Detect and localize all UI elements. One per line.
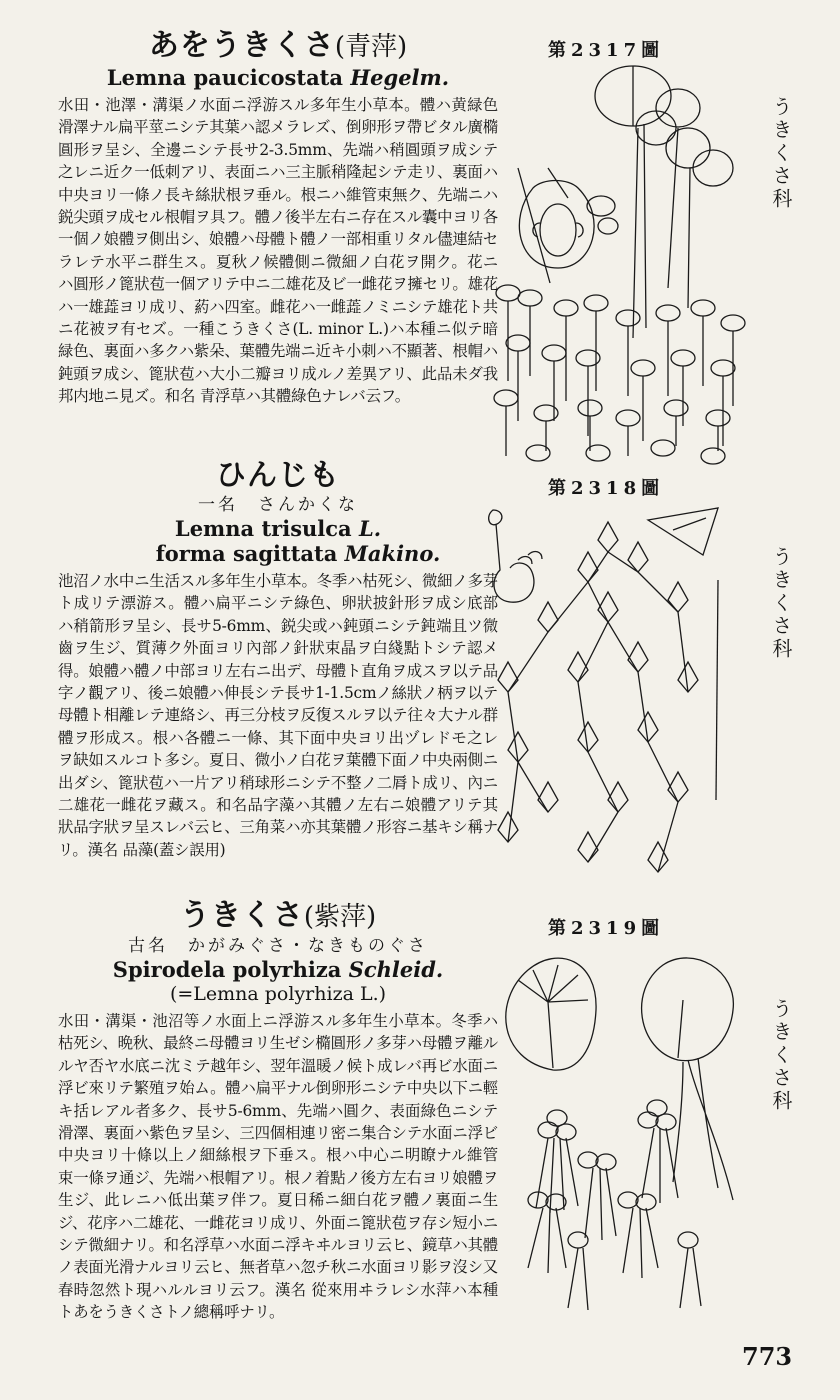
entry-ukikusa bbox=[58, 898, 498, 1324]
figure-title-2319: 第2319圖 bbox=[548, 918, 665, 939]
entry-heading bbox=[58, 898, 498, 935]
scientific-binomial: Lemna trisulca bbox=[174, 516, 352, 541]
entry-title-kanji: (紫萍) bbox=[303, 902, 377, 932]
entry-hinjimo bbox=[58, 458, 498, 861]
scientific-name bbox=[58, 516, 498, 541]
entry-description: 水田・池澤・溝渠ノ水面ニ浮游スル多年生小草本。體ハ黄緑色滑澤ナル扁平莖ニシテ其葉ハ認メラレズ、倒卵形ヲ帶ビタル廣橢圓形ヲ呈シ、全邊ニシテ長サ2-3.5mm、先端ハ稍圓頭ヲ成シテ之レニ近ク一低刺アリ、表面ニハ三主脈稍隆起シテ走リ、裏面ハ中央ヨリ一條ノ長キ絲狀根ヲ垂ル。根ニハ維管束無ク、先端ニハ鋭尖頭ヲ成セル根帽ヲ具フ。體ノ後半左右ニ存在スル囊中ヨリ各一個ノ娘體ヲ側出シ、娘體ハ母體ト體ノ一部相重リタル儘連結セラレテ水平ニ群生ス。夏秋ノ候體側ニ微細ノ白花ヲ開ク。花ニハ圓形ノ篦狀苞一個アリテ中ニ二雄花及ビ一雌花ヲ擁セリ。雄花ハ一雄蕋ヨリ成リ、葯ハ四室。雌花ハ一雌蕋ノミニシテ雄花ト共ニ花被ヲ有セズ。一種こうきくさ(L. minor L.)ハ本種ニ似テ暗緑色、裏面ハ多クハ紫朵、葉體先端ニ近キ小刺ハ不顯著、根帽ハ鈍頭ヲ成シ、篦狀苞ハ大小二瓣ヨリ成ルノ差異アリ、此品未ダ我邦内地ニ見ズ。和名 青浮草ハ其體綠色ナレバ云フ。 bbox=[58, 96, 498, 406]
scientific-form-author: Makino. bbox=[344, 541, 441, 566]
entry-description: 池沼ノ水中ニ生活スル多年生小草本。冬季ハ枯死シ、微細ノ多芽ト成リテ漂游ス。體ハ扁平ニシテ綠色、卵狀披針形ヲ成シ底部ハ稍箭形ヲ呈シ、長サ5-6mm、鋭尖或ハ鈍頭ニシテ鈍端且ツ微齒ヲ生ジ、質薄ク外面ヨリ內部ノ針狀束晶ヲ白綫點トシテ認メ得。娘體ハ體ノ中部ヨリ左右ニ出デ、母體ト直角ヲ成スヲ以テ品字ノ觀アリ、後ニ娘體ハ伸長シテ長サ1-1.5cmノ絲狀ノ柄ヲ以テ母體ト相離レテ連絡シ、再三分枝ヲ反復スルヲ以テ往々大ナル群體ヲ形成ス。根ハ各體ニ一條、其下面中央ヨリ出ヅレドモ之レヲ缺如スルコト多シ。夏日、微小ノ白花ヲ葉體下面ノ中央兩側ニ出ダシ、篦狀苞ハ一片アリ稍球形ニシテ不整ノ二脣ト成リ、內ニ二雄花一雌花ヲ藏ス。和名品字藻ハ其體ノ左右ニ娘體アリテ其狀品字狀ヲ呈スレバ云ヒ、三角菜ハ亦其葉體ノ形容ニ基キシ稱ナリ。漢名 品藻(蓋シ誤用) bbox=[58, 572, 498, 859]
page-number: 773 bbox=[742, 1342, 793, 1371]
family-label-2317: うきくさ科 bbox=[769, 96, 793, 211]
scientific-author: Hegelm. bbox=[350, 65, 450, 90]
entry-title-kana: あをうきくさ bbox=[148, 28, 335, 63]
archaic-name: 古名 かがみぐさ・なきものぐさ bbox=[128, 936, 428, 956]
plate-illustration-spirodela-polyrhiza bbox=[478, 940, 758, 1340]
figure-title-2318: 第2318圖 bbox=[548, 478, 665, 499]
entry-description: 水田・溝渠・池沼等ノ水面上ニ浮游スル多年生小草本。冬季ハ枯死シ、晩秋、最終ニ母體ヨリ生ゼシ橢圓形ノ多芽ハ母體ヲ離ルルヤ否ヤ水底ニ沈ミテ越年シ、翌年溫暖ノ候ト成レバ再ビ水面ニ浮ビ來リテ繁殖ヲ始ム。體ハ扁平ナル倒卵形ニシテ中央以下ニ輕キ括レアル者多ク、長サ5-6mm、先端ハ圓ク、表面綠色ニシテ滑澤、裏面ハ紫色ヲ呈シ、三四個相連リ密ニ集合シテ水面ニ浮ビ中央ヨリ十條以上ノ細絲根ヲ下垂ス。根ハ中心ニ明瞭ナル維管束一條ヲ通ジ、先端ハ根帽アリ。根ノ着點ノ後方左右ヨリ娘體ヲ生ジ、此レニハ低出葉ヲ伴フ。夏日稀ニ細白花ヲ體ノ裏面ニ生ジ、花序ハ二雄花、一雌花ヨリ成リ、外面ニ篦狀苞ヲ存シ短小ニシテ微細ナリ。和名浮草ハ水面ニ浮キヰルヨリ云ヒ、鏡草ハ其體ノ表面光滑ナルヨリ云ヒ、無者草ハ忽チ秋ニ水面ヨリ影ヲ沒シ又春時忽然ト現ハルルヨリ云フ。漢名 從來用ヰラレシ水萍ハ本種トあをうきくさトノ總稱呼ナリ。 bbox=[58, 1012, 498, 1322]
entry-aoukikusa bbox=[58, 28, 498, 408]
scientific-name bbox=[58, 957, 498, 982]
scientific-form-name: forma sagittata bbox=[155, 541, 338, 566]
entry-heading bbox=[58, 458, 498, 494]
scientific-author: Schleid. bbox=[348, 957, 444, 982]
scientific-binomial: Lemna paucicostata bbox=[106, 65, 343, 90]
plate-illustration-lemna-trisulca bbox=[478, 500, 758, 900]
entry-heading bbox=[58, 28, 498, 65]
synonym: (=Lemna polyrhiza L.) bbox=[169, 983, 387, 1005]
scientific-author: L. bbox=[358, 516, 382, 541]
family-label-2318: うきくさ科 bbox=[769, 546, 793, 661]
alternate-name: 一名 さんかくな bbox=[198, 495, 358, 515]
entry-title-kanji: (青萍) bbox=[334, 32, 408, 62]
family-label-2319: うきくさ科 bbox=[769, 998, 793, 1113]
scientific-form bbox=[58, 541, 498, 566]
scientific-name bbox=[58, 65, 498, 90]
entry-title-kana: うきくさ bbox=[179, 898, 304, 933]
scientific-binomial: Spirodela polyrhiza bbox=[112, 957, 342, 982]
plate-illustration-lemna-paucicostata bbox=[478, 58, 758, 468]
entry-title-kana: ひんじも bbox=[216, 458, 340, 493]
figure-title-2317: 第2317圖 bbox=[548, 40, 665, 61]
